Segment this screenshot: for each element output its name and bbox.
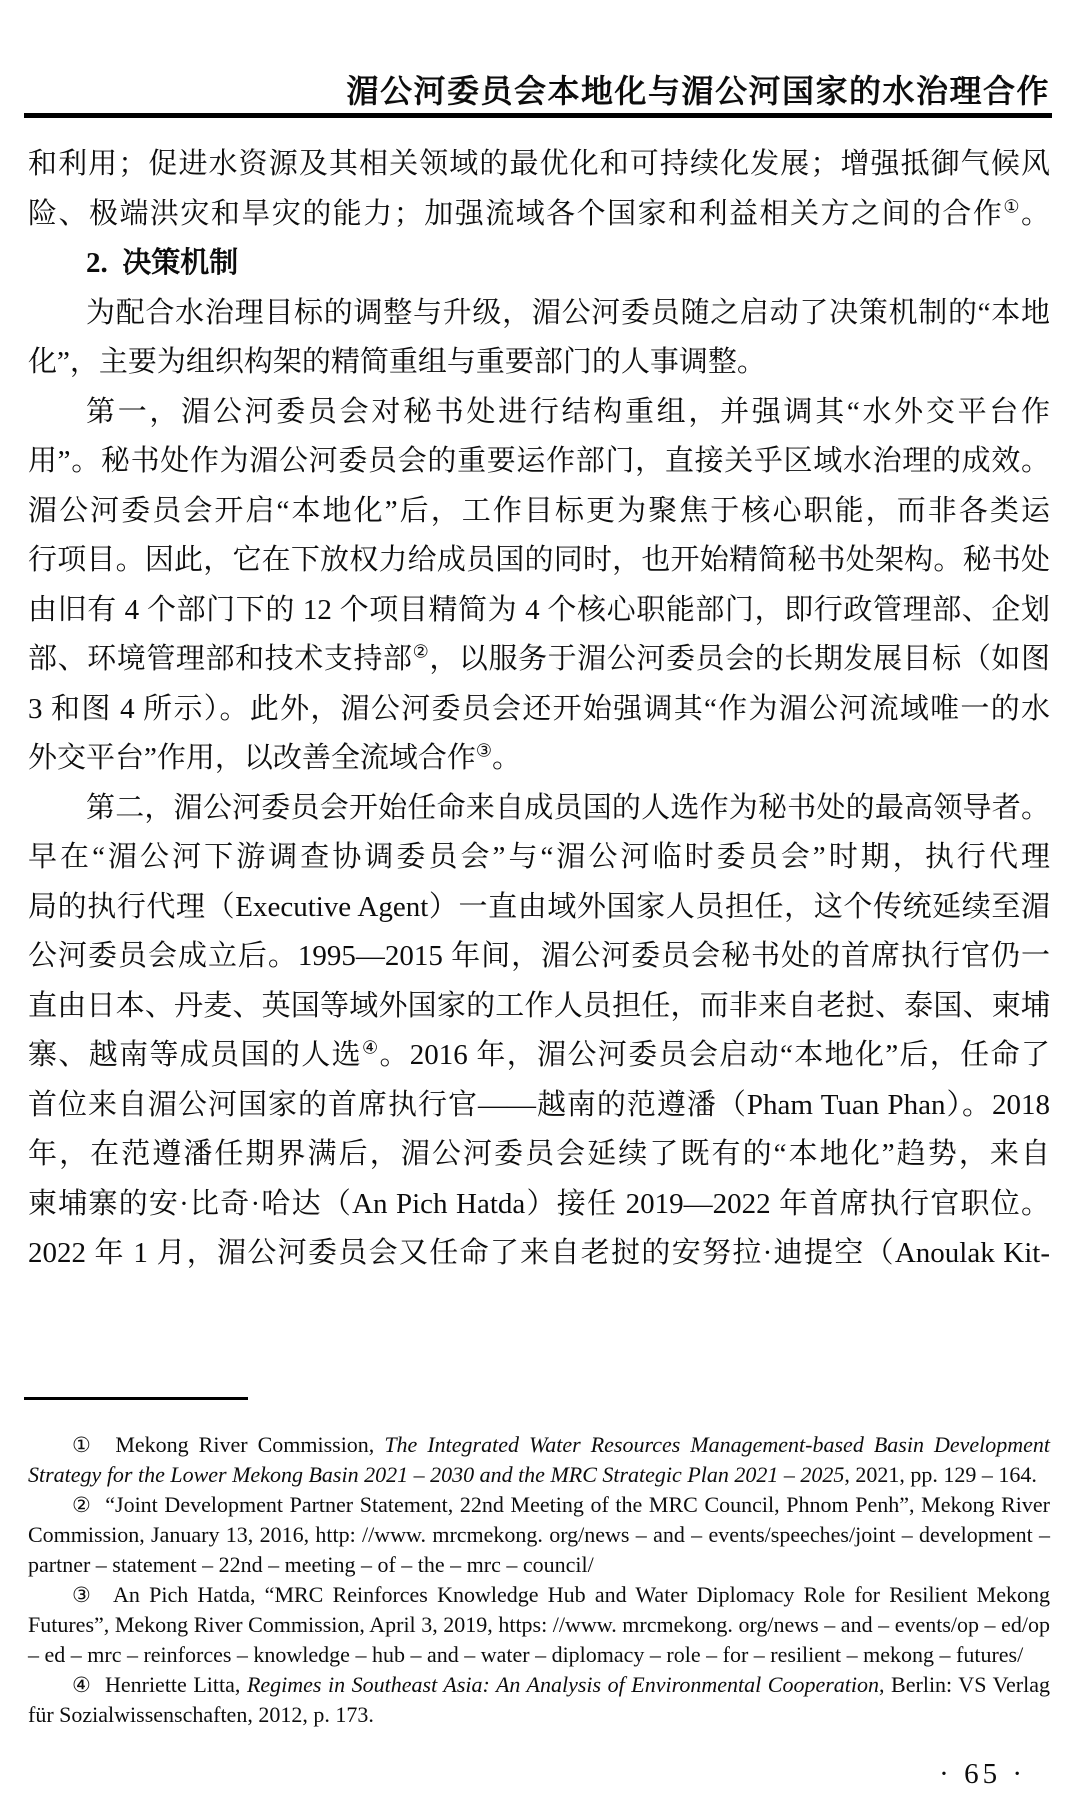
body-line: 公河委员会成立后。1995—2015 年间，湄公河委员会秘书处的首席执行官仍一: [28, 940, 1050, 972]
footnote-separator: [24, 1397, 248, 1400]
body-text: [28, 140, 1050, 1279]
body-line: 2022 年 1 月，湄公河委员会又任命了来自老挝的安努拉·迪提空（Anoulak Kit-: [28, 1237, 1050, 1269]
body-line: 由旧有 4 个部门下的 12 个项目精简为 4 个核心职能部门，即行政管理部、企划: [28, 593, 1050, 626]
footnote: ③ An Pich Hatda, “MRC Reinforces Knowledge Hub and Water Diplomacy Role for Resilient Mekong Futures”, Mekong River Commission, April 3, 2019, https: //www. mrcmekong. org/news – and – events/op – ed/op – ed – mrc – reinforces – knowledge – hub – and – water – diplomacy – role – for – resilient – mekong – futures/: [28, 1582, 1050, 1667]
body-line: 首位来自湄公河国家的首席执行官——越南的范遵潘（Pham Tuan Phan）。2018: [28, 1088, 1050, 1121]
body-line: 外交平台”作用，以改善全流域合作③。: [28, 740, 521, 774]
body-line: 寨、越南等成员国的人选④。2016 年，湄公河委员会启动“本地化”后，任命了: [28, 1037, 1050, 1071]
body-line: 行项目。因此，它在下放权力给成员国的同时，也开始精简秘书处架构。秘书处: [28, 544, 1050, 576]
footnote-ref: ①: [1003, 195, 1021, 216]
footnotes: [28, 1430, 1050, 1730]
body-line: 第一，湄公河委员会对秘书处进行结构重组，并强调其“水外交平台作: [86, 395, 1050, 428]
footnote-marker: ①: [72, 1433, 96, 1457]
footnote: ④ Henriette Litta, Regimes in Southeast Asia: An Analysis of Environmental Cooperation, Berlin: VS Verlag für Sozialwissenschaften, 2012, p. 173.: [28, 1672, 1050, 1727]
body-line: 用”。秘书处作为湄公河委员会的重要运作部门，直接关乎区域水治理的成效。: [28, 445, 1050, 477]
page-number: · 65 ·: [939, 1758, 1026, 1790]
footnote-ref: ②: [412, 641, 430, 662]
section-heading: 2. 决策机制: [86, 247, 239, 279]
footnote-ref: ③: [475, 740, 492, 761]
footnote-marker: ③: [72, 1583, 95, 1607]
body-line: 第二，湄公河委员会开始任命来自成员国的人选作为秘书处的最高领导者。: [86, 791, 1050, 824]
body-line: 3 和图 4 所示）。此外，湄公河委员会还开始强调其“作为湄公河流域唯一的水: [28, 692, 1050, 725]
body-line: 险、极端洪灾和旱灾的能力；加强流域各个国家和利益相关方之间的合作①。: [28, 195, 1050, 230]
body-line: 为配合水治理目标的调整与升级，湄公河委员随之启动了决策机制的“本地: [86, 296, 1050, 329]
footnote: ① Mekong River Commission, The Integrated Water Resources Management-based Basin Development Strategy for the Lower Mekong Basin 2021 – 2030 and the MRC Strategic Plan 2021 – 2025, 2021, pp. 129 – 164.: [28, 1432, 1051, 1487]
footnote-marker: ②: [72, 1493, 92, 1517]
body-line: 和利用；促进水资源及其相关领域的最优化和可持续化发展；增强抵御气候风: [28, 148, 1050, 180]
body-line: 柬埔寨的安·比奇·哈达（An Pich Hatda）接任 2019—2022 年首席执行官职位。: [28, 1187, 1050, 1220]
footnote: ② “Joint Development Partner Statement, 22nd Meeting of the MRC Council, Phnom Penh”, Mekong River Commission, January 13, 2016, http: //www. mrcmekong. org/news – and – events/speeches/joint – development – partner – statement – 22nd – meeting – of – the – mrc – council/: [28, 1492, 1051, 1577]
body-line: 局的执行代理（Executive Agent）一直由域外国家人员担任，这个传统延续至湄: [28, 890, 1050, 923]
body-line: 直由日本、丹麦、英国等域外国家的工作人员担任，而非来自老挝、泰国、柬埔: [28, 989, 1050, 1022]
header-rule: [24, 113, 1052, 118]
body-line: 湄公河委员会开启“本地化”后，工作目标更为聚焦于核心职能，而非各类运: [28, 494, 1050, 527]
footnote-ref: ④: [361, 1037, 380, 1058]
body-line: 早在“湄公河下游调查协调委员会”与“湄公河临时委员会”时期，执行代理: [28, 841, 1050, 873]
footnote-marker: ④: [72, 1673, 92, 1697]
body-line: 年，在范遵潘任期界满后，湄公河委员会延续了既有的“本地化”趋势，来自: [28, 1138, 1050, 1170]
body-line: 化”，主要为组织构架的精简重组与重要部门的人事调整。: [28, 346, 766, 378]
body-line: 部、环境管理部和技术支持部②，以服务于湄公河委员会的长期发展目标（如图: [28, 641, 1050, 675]
running-title: 湄公河委员会本地化与湄公河国家的水治理合作: [346, 73, 1050, 109]
